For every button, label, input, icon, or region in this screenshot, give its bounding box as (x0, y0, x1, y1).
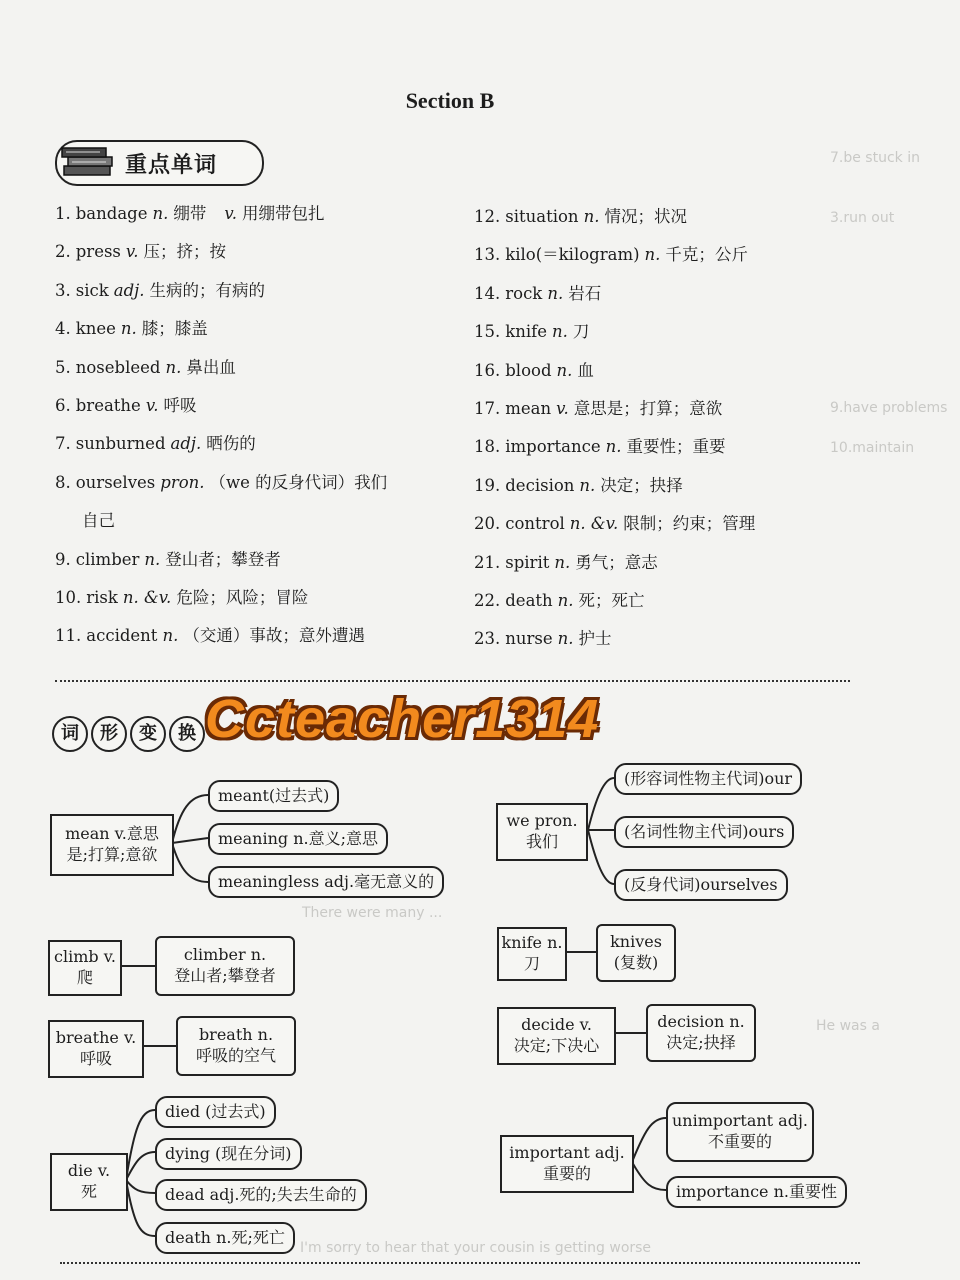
vocab-number: 10. (55, 588, 82, 607)
header-char: 词 (52, 716, 88, 752)
tree-root-knife (497, 927, 567, 981)
vocab-number: 15. (474, 322, 501, 342)
vocab-definition: 危险；风险；冒险 (176, 588, 309, 607)
header-char: 变 (130, 716, 166, 752)
vocab-definition: 登山者；攀登者 (165, 549, 281, 569)
bleed-text: 7.be stuck in (830, 150, 920, 166)
tree-root-important (500, 1135, 634, 1193)
leaf-label-cn: 不重要的 (707, 1132, 772, 1151)
leaf-label-cn: 登山者;攀登者 (174, 966, 276, 985)
vocab-definition: 意思是；打算；意欲 (573, 399, 723, 418)
tree-root-we (496, 803, 588, 861)
root-label-cn: 重要的 (542, 1164, 591, 1183)
vocab-word: press (75, 242, 121, 262)
branch-ourselves: (反身代词)ourselves (614, 869, 788, 901)
vocab-word: risk (86, 588, 118, 607)
vocab-pos: n. (152, 204, 169, 223)
root-label-cn: 刀 (523, 954, 540, 973)
root-label-cn: 决定;下决心 (513, 1036, 600, 1055)
vocab-word: knee (75, 319, 116, 339)
vocab-definition: 勇气；意志 (575, 552, 658, 572)
vocab-word: sick (75, 280, 109, 300)
vocab-definition: 生病的；有病的 (149, 280, 265, 300)
vocab-definition: 膝；膝盖 (141, 319, 208, 339)
vocab-definition: 绷带 (173, 204, 207, 223)
vocab-definition: 压；挤；按 (143, 242, 227, 262)
bleed-text: There were many ... (302, 905, 443, 921)
bleed-text: I'm sorry to hear that your cousin is getting worse (300, 1240, 652, 1256)
tree-root-breathe (48, 1020, 144, 1078)
root-label-cn: 是;打算;意欲 (66, 845, 158, 864)
vocab-definition: 用绷带包扎 (242, 204, 325, 223)
vocab-word: kilo(＝kilogram) (505, 245, 640, 265)
tree-root-mean (50, 814, 174, 876)
section-title: Section B (405, 88, 495, 113)
vocab-word: nurse (505, 629, 553, 649)
vocab-definition: 护士 (578, 629, 612, 649)
root-label-cn: 呼吸 (79, 1049, 112, 1068)
vocab-definition: 千克；公斤 (665, 245, 748, 265)
leaf-label: unimportant adj. (671, 1111, 809, 1131)
vocab-pos: n. (557, 591, 574, 610)
bleed-text: 10.maintain (830, 440, 915, 456)
vocab-pos: n. (583, 207, 600, 226)
branch-death: death n.死;死亡 (155, 1222, 295, 1254)
leaf-importance: importance n.重要性 (666, 1176, 847, 1208)
vocab-number: 7. (55, 434, 71, 454)
vocab-number: 1. (55, 204, 71, 223)
vocab-word: rock (505, 283, 543, 303)
vocab-word: decision (505, 475, 575, 495)
vocab-number: 23. (474, 629, 501, 649)
root-label-cn: 死 (80, 1182, 97, 1201)
vocab-definition: 刀 (572, 322, 590, 342)
vocab-pos: n. (162, 626, 179, 646)
header-char: 换 (169, 716, 205, 752)
vocab-number: 20. (474, 514, 501, 534)
vocab-number: 12. (474, 207, 501, 226)
vocab-definition: 决定；抉择 (600, 475, 683, 495)
leaf-label-cn: 呼吸的空气 (195, 1046, 276, 1065)
branch-our: (形容词性物主代词)our (614, 763, 802, 795)
vocab-word: mean (505, 399, 552, 418)
vocab-word: nosebleed (75, 357, 161, 377)
leaf-label: knives (610, 932, 662, 952)
vocab-definition: 岩石 (568, 283, 602, 303)
vocab-header-title: 重点单词 (125, 153, 218, 178)
vocab-number: 22. (474, 591, 501, 610)
vocab-pos: n. (144, 549, 161, 569)
vocab-definition: 情况；状况 (604, 207, 687, 226)
vocab-number: 6. (55, 396, 71, 415)
vocab-word: importance (505, 437, 601, 457)
vocab-definition: 死；死亡 (578, 591, 645, 610)
vocab-word: knife (505, 322, 548, 342)
root-label: die v. (67, 1161, 111, 1181)
leaf-knives (596, 924, 676, 982)
vocab-number: 16. (474, 360, 501, 380)
leaf-label: decision n. (657, 1012, 745, 1032)
root-label: climb v. (54, 947, 116, 967)
vocab-word: spirit (505, 552, 550, 572)
root-label-cn: 我们 (525, 832, 558, 851)
vocab-pos: adj. (113, 280, 145, 300)
vocab-number: 11. (55, 626, 82, 646)
root-label: mean v.意思 (65, 824, 159, 844)
vocab-definition: 限制；约束；管理 (623, 514, 756, 534)
vocab-word: ourselves (75, 472, 156, 492)
vocab-number: 21. (474, 552, 501, 572)
vocab-number: 3. (55, 280, 71, 300)
leaf-label: climber n. (183, 945, 267, 965)
vocab-pos: v. (556, 399, 569, 418)
vocab-number: 8. (55, 472, 71, 492)
bottom-divider (60, 1262, 860, 1264)
root-label-cn: 爬 (76, 968, 93, 987)
vocab-pos: n. (552, 322, 568, 342)
vocab-number: 13. (474, 245, 501, 265)
vocab-definition: 自己 (82, 511, 115, 531)
vocab-pos: n. &v. (569, 514, 619, 534)
vocab-word: bandage (75, 204, 148, 223)
vocab-definition: 呼吸 (163, 396, 197, 415)
vocab-pos: adj. (170, 434, 202, 454)
leaf-label-cn: 决定;抉择 (666, 1033, 736, 1052)
vocab-pos: n. (579, 475, 596, 495)
vocab-number: 5. (55, 357, 71, 377)
vocab-pos: v. (125, 242, 139, 262)
branch-dying: dying (现在分词) (155, 1138, 302, 1170)
leaf-decision (646, 1004, 756, 1062)
vocab-definition: （交通）事故；意外遭遇 (183, 626, 365, 646)
vocab-pos: n. (557, 629, 574, 649)
bleed-text: He was a (816, 1018, 880, 1034)
vocab-word: breathe (75, 396, 141, 415)
leaf-unimportant (666, 1102, 814, 1162)
root-label: decide v. (521, 1015, 592, 1035)
root-label: breathe v. (55, 1028, 137, 1048)
branch-ours: (名词性物主代词)ours (614, 816, 794, 848)
tree-root-decide (497, 1007, 616, 1065)
root-label: knife n. (501, 933, 563, 953)
leaf-climber (155, 936, 295, 996)
vocab-number: 19. (474, 475, 501, 495)
vocab-definition: 鼻出血 (186, 357, 236, 377)
vocab-number: 2. (55, 242, 71, 262)
vocab-word: situation (505, 207, 579, 226)
vocab-pos: n. (547, 283, 564, 303)
leaf-breath (176, 1016, 296, 1076)
leaf-label: breath n. (198, 1025, 274, 1045)
vocab-word: blood (505, 360, 552, 380)
vocab-word: sunburned (75, 434, 166, 454)
vocab-definition: （we 的反身代词）我们 (209, 472, 388, 492)
vocab-pos: n. (556, 360, 573, 380)
vocab-definition: 晒伤的 (206, 434, 256, 454)
branch-dead: dead adj.死的;失去生命的 (155, 1179, 367, 1211)
root-label: we pron. (506, 811, 578, 831)
vocab-definition: 重要性；重要 (626, 437, 726, 457)
branch-meaning: meaning n.意义;意思 (208, 823, 388, 855)
vocab-number: 4. (55, 319, 71, 339)
vocab-word: control (505, 514, 565, 534)
vocab-word: climber (75, 549, 140, 569)
vocab-pos: n. (120, 319, 137, 339)
vocab-number: 18. (474, 437, 501, 457)
bleed-text: 9.have problems (830, 400, 948, 416)
vocab-number: 17. (474, 399, 501, 418)
vocab-pos: n. (554, 552, 571, 572)
vocab-pos: n. &v. (122, 588, 172, 607)
header-char: 形 (91, 716, 127, 752)
tree-root-climb (48, 940, 122, 996)
vocab-word: death (505, 591, 553, 610)
vocab-pos: pron. (160, 472, 205, 492)
vocab-number: 14. (474, 283, 501, 303)
bleed-text: 3.run out (830, 210, 895, 226)
leaf-label-cn: (复数) (613, 953, 659, 972)
branch-meant: meant(过去式) (208, 780, 339, 812)
watermark: Ccteacher1314 (205, 689, 600, 749)
branch-died: died (过去式) (155, 1096, 276, 1128)
vocab-pos: n. (605, 437, 622, 457)
vocab-pos: n. (644, 245, 661, 265)
tree-root-die (50, 1153, 128, 1211)
vocab-number: 9. (55, 549, 71, 569)
root-label: important adj. (509, 1143, 625, 1163)
vocab-pos: v. (224, 204, 237, 223)
vocab-pos: n. (165, 357, 182, 377)
branch-meaningless: meaningless adj.毫无意义的 (208, 866, 444, 898)
vocab-pos: v. (145, 396, 159, 415)
vocab-word: accident (86, 626, 158, 646)
vocab-definition: 血 (577, 360, 594, 380)
